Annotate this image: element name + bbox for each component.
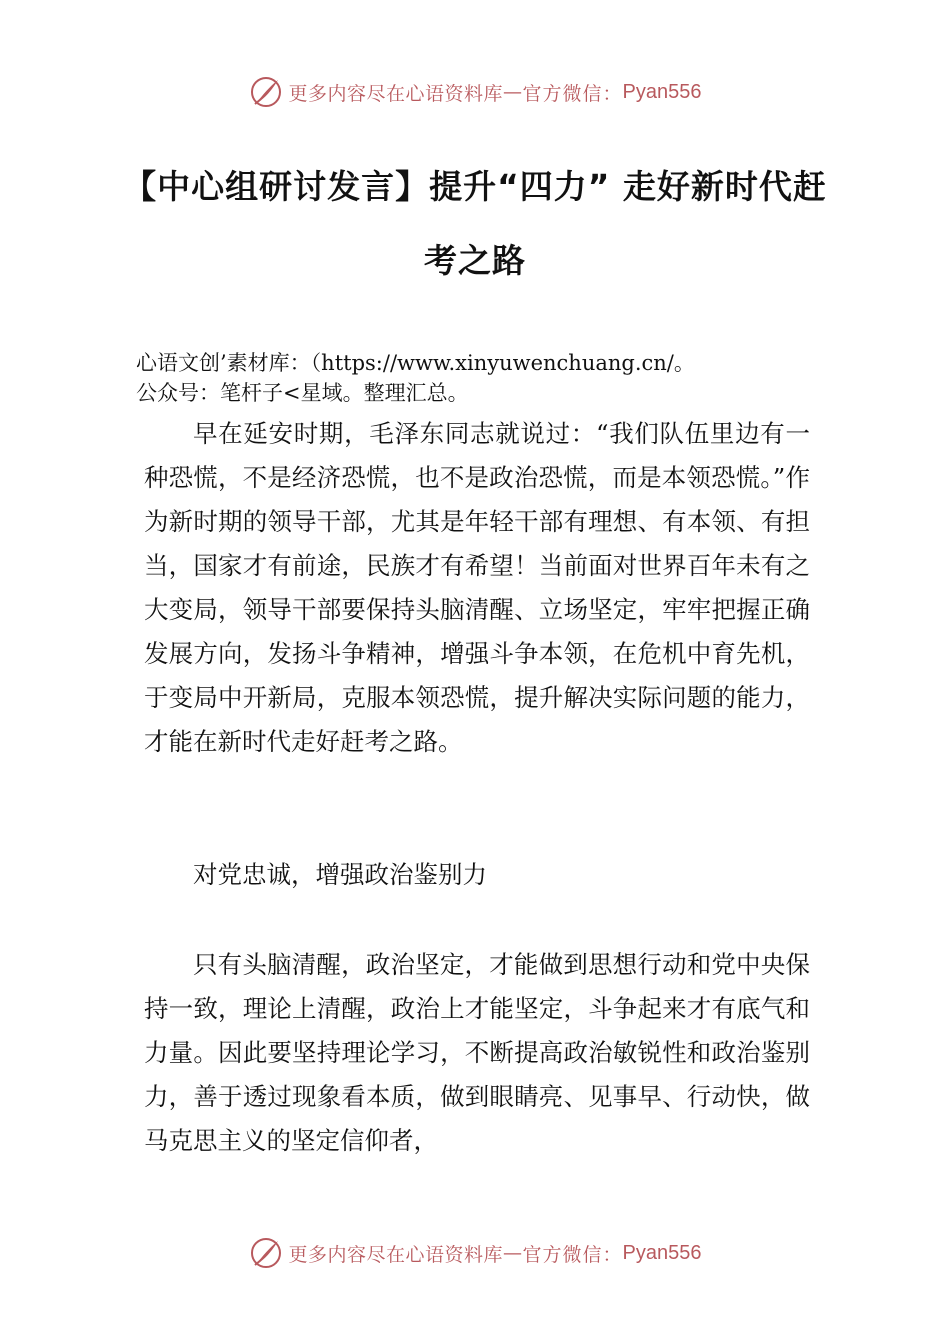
- quill-logo-icon: [249, 75, 283, 109]
- banner-contact-label: 官方微信：: [522, 82, 623, 105]
- body-paragraph: 早在延安时期，毛泽东同志就说过：“我们队伍里边有一种恐慌，不是经济恐慌，也不是政治恐慌，而是本领恐慌。”作为新时期的领导干部，尤其是年轻干部有理想、有本领、有担当，国家才有前途，民族才有希望！当前面对世界百年未有之大变局，领导干部要保持头脑清醒、立场坚定，牢牢把握正确发展方向，发扬斗争精神，增强斗争本领，在危机中育先机，于变局中开新局，克服本领恐慌，提升解决实际问题的能力，才能在新时代走好赶考之路。: [144, 419, 810, 756]
- source-block: [136, 348, 826, 408]
- banner-separator: —: [503, 81, 523, 103]
- quill-logo-icon: [249, 1236, 283, 1270]
- source-line-website: 心语文创’素材库：（https://www.xinyuwenchuang.cn/。: [136, 351, 695, 375]
- document-title: 【中心组研讨发言】提升“四力” 走好新时代赶考之路: [123, 167, 827, 280]
- banner-slogan: 更多内容尽在心语资料库: [288, 1243, 504, 1266]
- banner-wechat-id: Pyan556: [622, 1241, 702, 1264]
- banner-wechat-id: Pyan556: [622, 80, 702, 103]
- banner-contact-label: 官方微信：: [522, 1243, 623, 1266]
- header-banner: [0, 72, 950, 112]
- banner-separator: —: [503, 1242, 523, 1264]
- section-heading: 对党忠诚，增强政治鉴别力: [193, 860, 487, 889]
- body-paragraph: 只有头脑清醒，政治坚定，才能做到思想行动和党中央保持一致，理论上清醒，政治上才能坚定，斗争起来才有底气和力量。因此要坚持理论学习，不断提高政治敏锐性和政治鉴别力，善于透过现象看本质，做到眼睛亮、见事早、行动快，做马克思主义的坚定信仰者，: [144, 950, 810, 1155]
- banner-slogan: 更多内容尽在心语资料库: [288, 82, 504, 105]
- footer-banner: [0, 1233, 950, 1273]
- source-line-account: 公众号：笔杆子<星域。整理汇总。: [136, 381, 469, 405]
